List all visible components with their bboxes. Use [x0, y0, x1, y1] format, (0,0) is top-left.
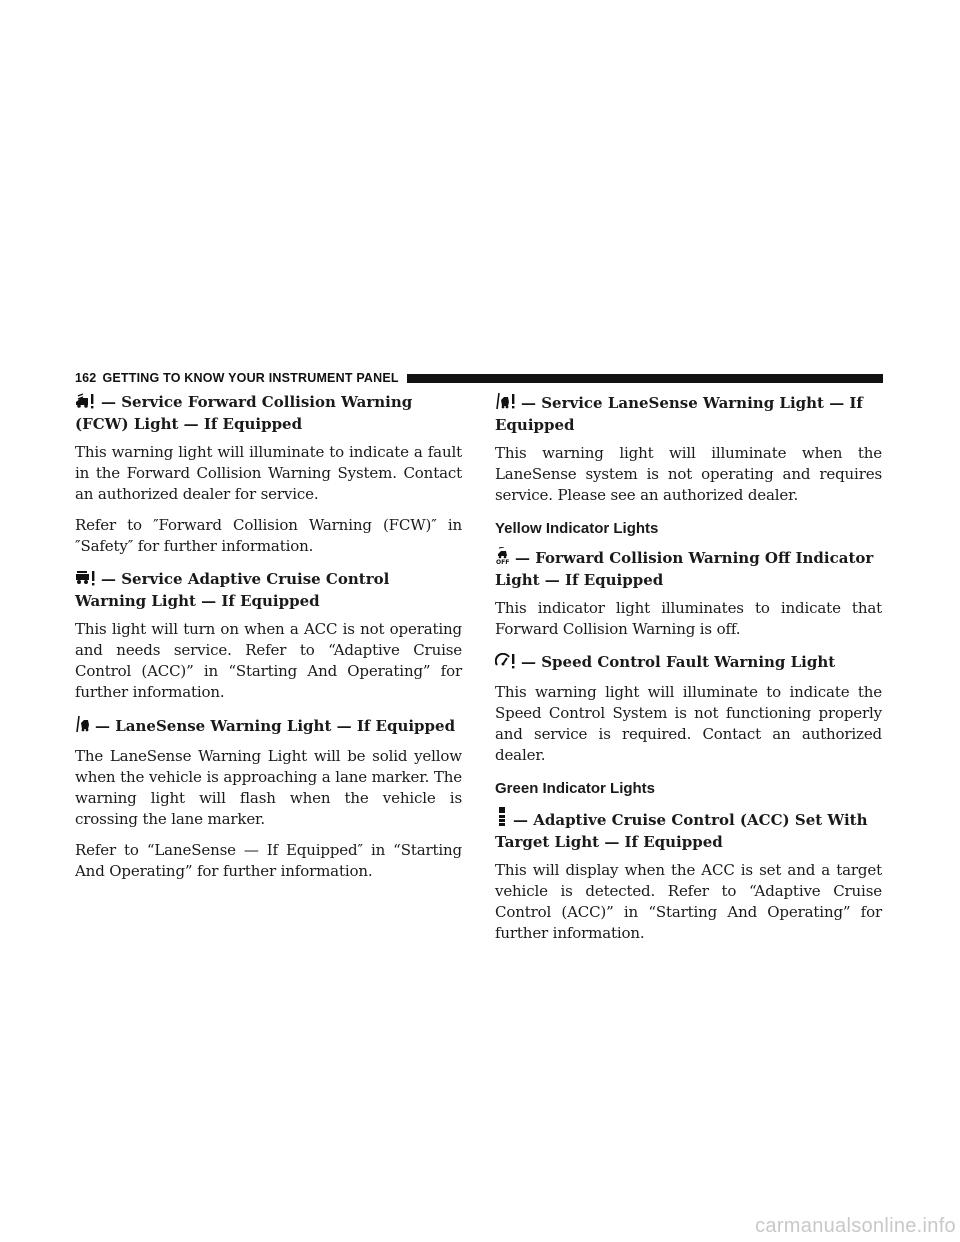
- page-header: [75, 370, 883, 386]
- acc-set-heading: [495, 807, 882, 852]
- lanesense-text-2: Refer to “LaneSense — If Equipped″ in “Starting And Operating” for further information.: [75, 841, 462, 880]
- acc-service-text: This light will turn on when a ACC is not operating and needs service. Refer to “Adaptive Cruise Control (ACC)” in “Starting And Operating” for further information.: [75, 620, 462, 701]
- fcw-off-heading: [495, 547, 882, 590]
- lanesense-title: — LaneSense Warning Light — If Equipped: [95, 717, 456, 735]
- page-number: 162: [75, 371, 97, 385]
- acc-service-heading: [75, 569, 462, 611]
- chapter-title: GETTING TO KNOW YOUR INSTRUMENT PANEL: [102, 371, 399, 385]
- header-rule: [407, 374, 883, 383]
- lanesense-icon: [75, 715, 91, 738]
- speed-fault-text: This warning light will illuminate to indicate the Speed Control System is not functioning properly and service is required. Contact an authorized dealer.: [495, 683, 882, 764]
- fcw-service-heading: [75, 392, 462, 434]
- acc-service-icon: [75, 570, 97, 591]
- fcw-off-title: — Forward Collision Warning Off Indicator Light — If Equipped: [495, 549, 874, 589]
- speed-control-fault-icon: [495, 653, 517, 674]
- fcw-service-icon: [75, 393, 97, 414]
- lanesense-heading: [75, 715, 462, 738]
- fcw-service-text-2: Refer to ″Forward Collision Warning (FCW)″ in ″Safety″ for further information.: [75, 516, 462, 555]
- fcw-off-text: This indicator light illuminates to indicate that Forward Collision Warning is off.: [495, 599, 882, 638]
- green-indicator-heading: Green Indicator Lights: [495, 780, 656, 797]
- acc-set-target-icon: [495, 807, 509, 832]
- fcw-off-icon: [495, 547, 511, 570]
- watermark: carmanualsonline.info: [755, 1215, 956, 1237]
- fcw-service-text-1: This warning light will illuminate to indicate a fault in the Forward Collision Warning System. Contact an authorized dealer for service.: [75, 443, 462, 503]
- lanesense-text-1: The LaneSense Warning Light will be solid yellow when the vehicle is approaching a lane marker. The warning light will flash when the vehicle is crossing the lane marker.: [75, 747, 462, 828]
- speed-fault-title: — Speed Control Fault Warning Light: [521, 653, 836, 671]
- acc-set-title: — Adaptive Cruise Control (ACC) Set With Target Light — If Equipped: [495, 811, 868, 851]
- fcw-service-title: — Service Forward Collision Warning (FCW) Light — If Equipped: [75, 393, 413, 433]
- right-column: [495, 392, 882, 954]
- left-column: [75, 392, 462, 892]
- acc-set-text: This will display when the ACC is set and a target vehicle is detected. Refer to “Adaptive Cruise Control (ACC)” in “Starting And Operating” for further information.: [495, 861, 882, 942]
- acc-service-title: — Service Adaptive Cruise Control Warning Light — If Equipped: [75, 570, 390, 610]
- lanesense-service-title: — Service LaneSense Warning Light — If Equipped: [495, 394, 863, 434]
- lanesense-service-heading: [495, 392, 882, 435]
- yellow-indicator-heading: Yellow Indicator Lights: [495, 520, 659, 537]
- lanesense-service-text: This warning light will illuminate when the LaneSense system is not operating and requires service. Please see an authorized dealer.: [495, 444, 882, 504]
- svg-text:OFF: OFF: [496, 559, 510, 565]
- lanesense-service-icon: [495, 392, 517, 415]
- speed-fault-heading: [495, 652, 882, 674]
